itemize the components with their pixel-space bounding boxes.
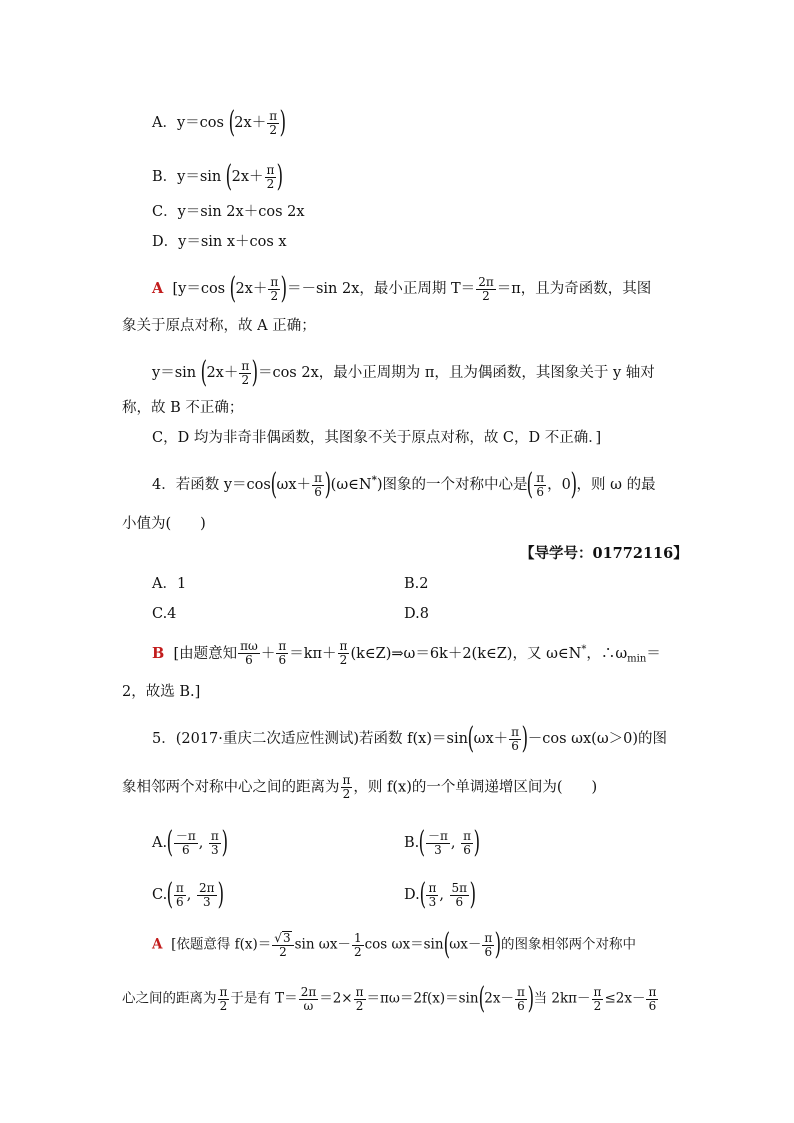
- option-3a: A．y＝cos (2x＋ $\frac{\pi}{2}$ ): [152, 105, 287, 140]
- question-5-line-1: 5．(2017·重庆二次适应性测试)若函数 f(x)＝sin(ωx＋ $\frac{\pi}{6}$ )－cos ωx(ω＞0)的图: [152, 721, 668, 756]
- option-3d: D．y＝sin x＋cos x: [152, 234, 287, 250]
- answer-5-line-2: 心之间的距离为 $\frac{\pi}{2}$ 于是有 T＝ $\frac{2\pi}{\omega}$ ＝2× $\frac{\pi}{2}$ ＝πω＝2f(x)＝sin(2x－ $\frac{\pi}{6}$ )当 2kπ－ $\frac{\pi}{2}$ ≤2x－ $\frac{\pi}{6}$: [122, 981, 657, 1016]
- option-4b: B.2: [404, 576, 429, 592]
- option-5c: C.( $\frac{\pi}{6}$ , $\frac{2\pi}{3}$ ): [152, 877, 224, 912]
- option-5d: D.( $\frac{\pi}{3}$ , $\frac{5\pi}{6}$ ): [404, 877, 477, 912]
- answer-3-line-5: C，D 均为非奇非偶函数，其图象不关于原点对称，故 C，D 不正确．]: [152, 430, 602, 446]
- question-4-line-1: 4．若函数 y＝cos(ωx＋ $\frac{\pi}{6}$ )(ω∈N*)图象的一个对称中心是( $\frac{\pi}{6}$ ，0)，则 ω 的最: [152, 467, 656, 502]
- answer-3-line-4: 称，故 B 不正确；: [122, 400, 244, 416]
- answer-4-line-2: 2，故选 B.]: [122, 684, 201, 700]
- question-5-line-2: 象相邻两个对称中心之间的距离为 $\frac{\pi}{2}$ ，则 f(x)的一个单调递增区间为( ): [122, 773, 598, 801]
- option-4c: C.4: [152, 606, 177, 622]
- option-3c: C．y＝sin 2x＋cos 2x: [152, 204, 305, 220]
- answer-5-line-1: A [依题意得 f(x)＝ $\frac{√3}{2}$ sin ωx－ $\frac{1}{2}$ cos ωx＝sin(ωx－ $\frac{\pi}{6}$ )的图象相邻两个对称中: [152, 927, 637, 962]
- option-5b: B.( $\frac{-\pi}{3}$ , $\frac{\pi}{6}$ ): [404, 825, 481, 860]
- option-3b: B．y＝sin (2x＋ $\frac{\pi}{2}$ ): [152, 159, 284, 194]
- answer-3-line-1: A [y＝cos (2x＋ $\frac{\pi}{2}$ )＝－sin 2x，最小正周期 T＝ $\frac{2\pi}{2}$ ＝π，且为奇函数，其图: [152, 271, 652, 306]
- answer-3-line-2: 象关于原点对称，故 A 正确；: [122, 318, 316, 334]
- answer-4-line-1: B [由题意知 $\frac{\pi\omega}{6}$ ＋ $\frac{\pi}{6}$ ＝kπ＋ $\frac{\pi}{2}$ (k∈Z)⇒ω＝6k＋2(k∈Z)，又 ω∈N*，$\therefore\omega_{min}=$: [152, 639, 661, 668]
- option-5a: A.( $\frac{-\pi}{6}$ , $\frac{\pi}{3}$ ): [152, 825, 228, 860]
- option-4a: A．1: [152, 576, 187, 592]
- question-4-line-2: 小值为( ): [122, 516, 206, 532]
- answer-3-line-3: y＝sin (2x＋ $\frac{\pi}{2}$ )＝cos 2x，最小正周期为 π，且为偶函数，其图象关于 y 轴对: [152, 355, 655, 390]
- guide-number: 【导学号：01772116】: [520, 545, 688, 562]
- option-4d: D.8: [404, 606, 429, 622]
